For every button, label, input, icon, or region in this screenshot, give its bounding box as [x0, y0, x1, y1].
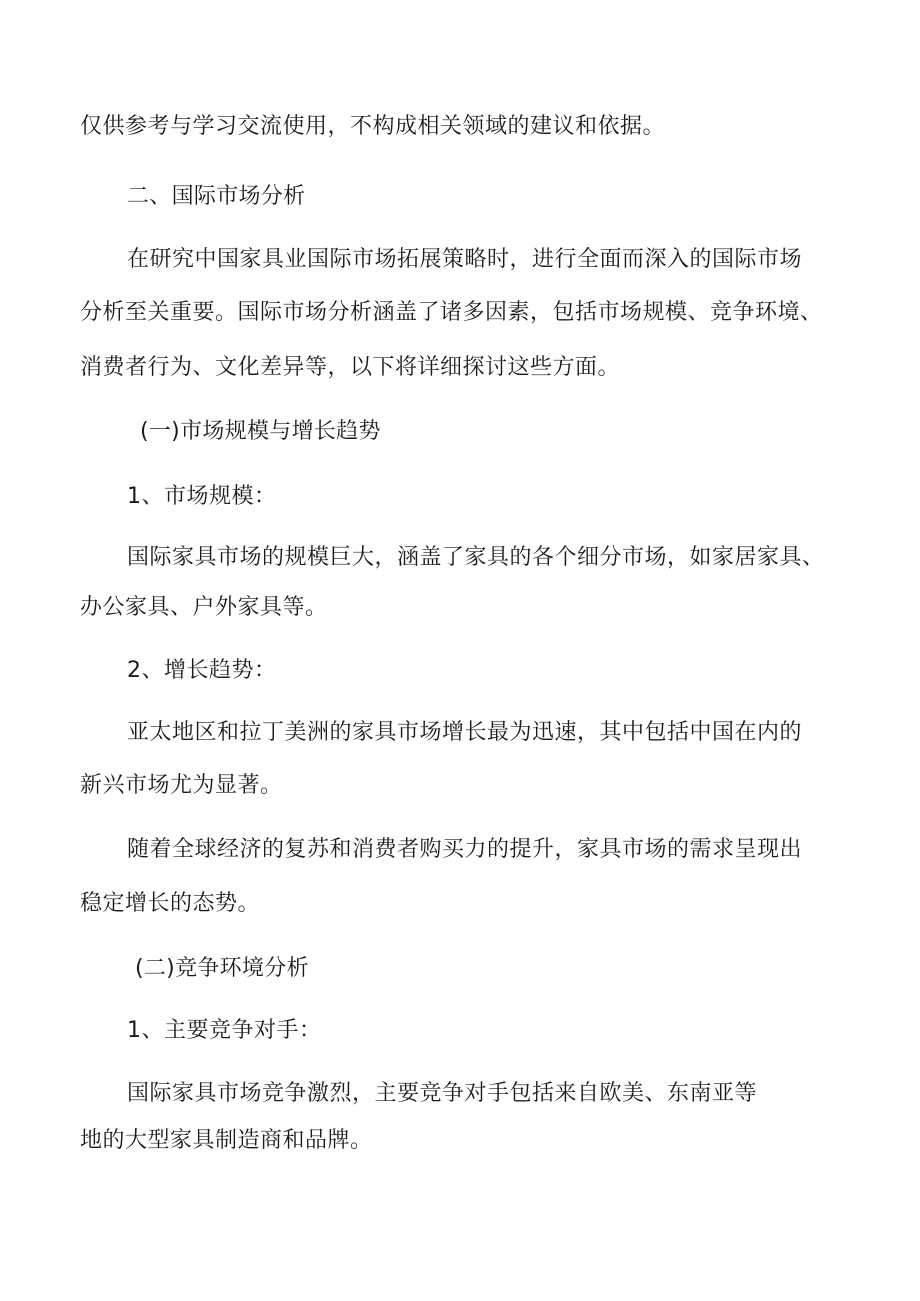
market-size-para-line: 国际家具市场的规模巨大，涵盖了家具的各个细分市场，如家居家具、 [127, 545, 825, 570]
subsection-title-competition: (二)竞争环境分析 [135, 956, 309, 981]
intro-para-line: 在研究中国家具业国际市场拓展策略时，进行全面而深入的国际市场 [127, 247, 803, 272]
intro-para-line: 分析至关重要。国际市场分析涵盖了诸多因素，包括市场规模、竞争环境、 [80, 300, 823, 325]
growth-para-line: 新兴市场尤为显著。 [80, 773, 283, 798]
disclaimer-text: 仅供参考与学习交流使用，不构成相关领域的建议和依据。 [80, 114, 666, 139]
market-size-para-line: 办公家具、户外家具等。 [80, 595, 328, 620]
subsection-title-market-size: (一)市场规模与增长趋势 [140, 419, 381, 444]
growth-para-line: 稳定增长的态势。 [80, 891, 261, 916]
competitors-para-line: 国际家具市场竞争激烈，主要竞争对手包括来自欧美、东南亚等 [127, 1081, 758, 1106]
growth-para-line: 随着全球经济的复苏和消费者购买力的提升，家具市场的需求呈现出 [127, 837, 803, 862]
intro-para-line: 消费者行为、文化差异等，以下将详细探讨这些方面。 [80, 355, 621, 380]
growth-para-line: 亚太地区和拉丁美洲的家具市场增长最为迅速，其中包括中国在内的 [127, 720, 803, 745]
item-title-growth-trend: 2、增长趋势： [127, 658, 277, 683]
section-title: 二、国际市场分析 [127, 184, 306, 209]
competitors-para-line: 地的大型家具制造商和品牌。 [80, 1128, 373, 1153]
item-title-competitors: 1、主要竞争对手： [127, 1018, 322, 1043]
item-title-market-size: 1、市场规模： [127, 484, 277, 509]
